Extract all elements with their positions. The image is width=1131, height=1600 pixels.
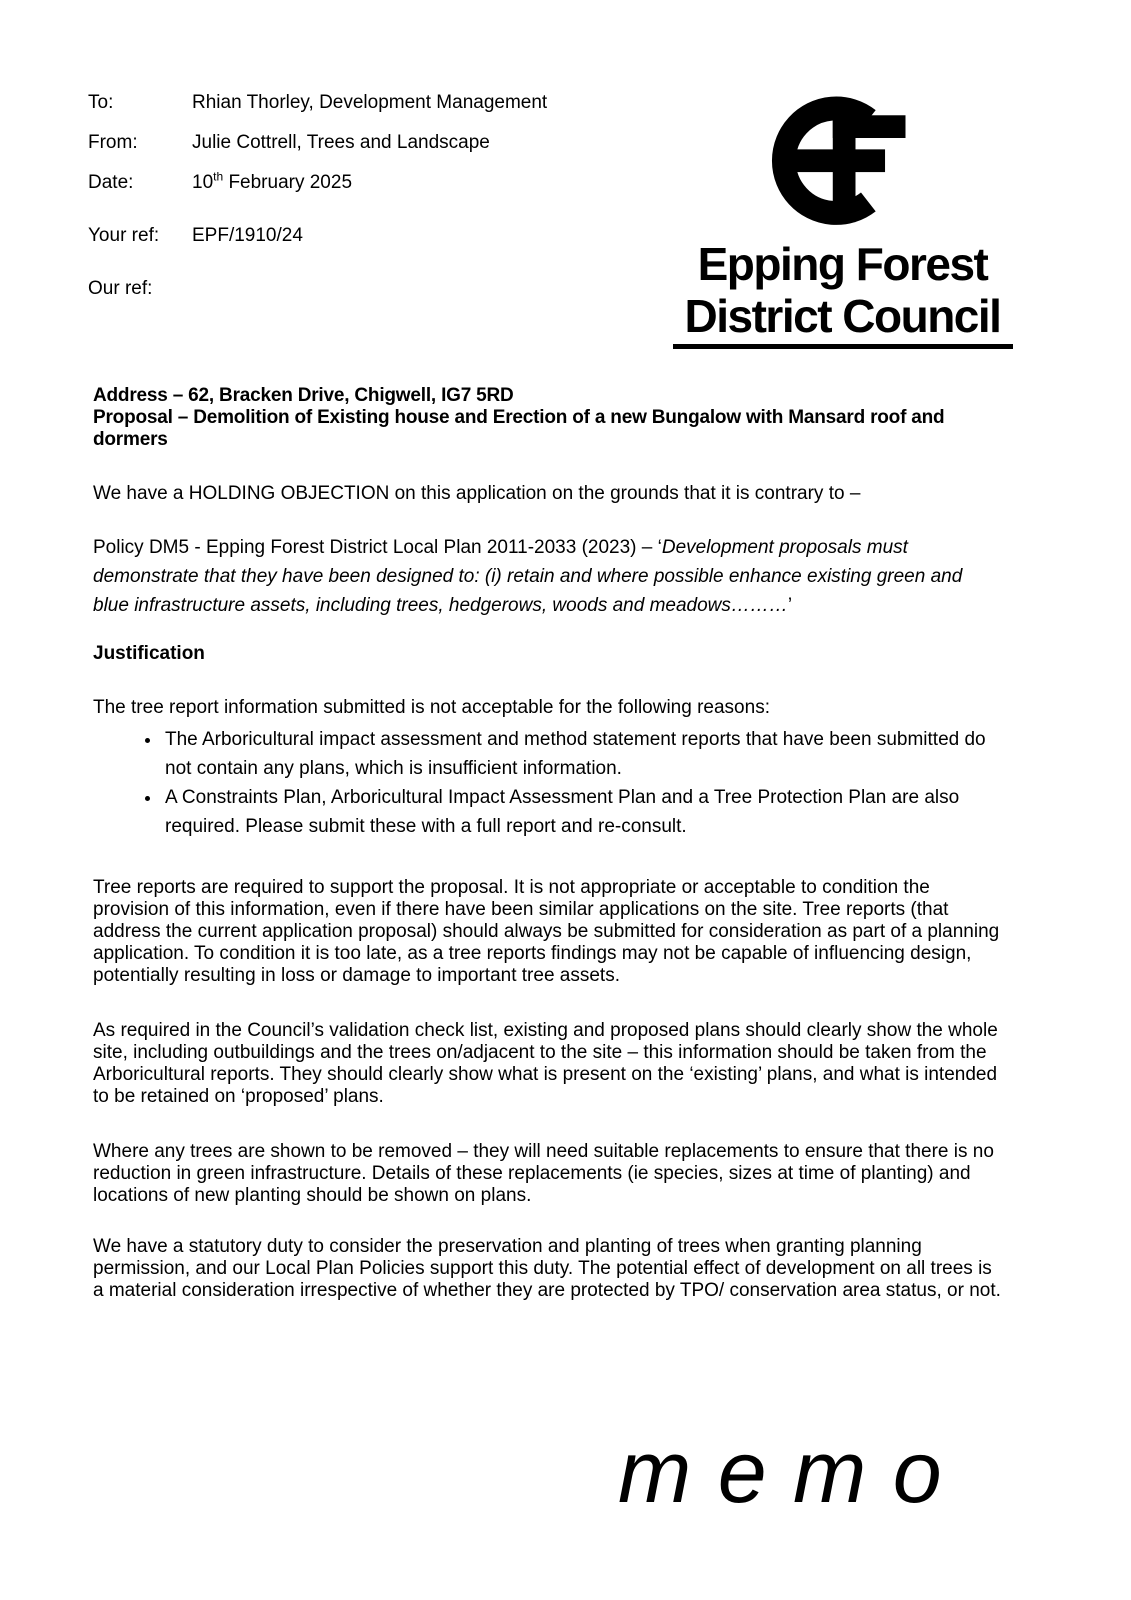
date-rest: February 2025 xyxy=(228,172,353,193)
your-ref-value: EPF/1910/24 xyxy=(192,225,303,246)
field-row-from xyxy=(88,132,547,154)
subject-block xyxy=(93,385,1003,451)
council-logo xyxy=(650,88,1035,349)
date-day: 10 xyxy=(192,172,214,193)
justification-heading: Justification xyxy=(93,643,205,664)
field-row-our-ref xyxy=(88,278,547,300)
paragraph-tree-reports: Tree reports are required to support the proposal. It is not appropriate or acceptable to condition the provision of this information, even if there have been similar applications on the site. Tree reports (that address the current application proposal) should always be submitted for consideration as part of a planning application. To condition it is too late, as a tree reports findings may not be capable of influencing design, potentially resulting in loss or damage to important tree assets. xyxy=(93,877,1000,986)
council-name-line2: District Council xyxy=(684,290,1001,342)
date-label: Date: xyxy=(88,172,134,193)
policy-suffix: ’ xyxy=(787,595,793,616)
subject-address: Address – 62, Bracken Drive, Chigwell, IG7 5RD xyxy=(93,385,514,406)
memo-header-fields xyxy=(88,92,547,300)
memo-body xyxy=(93,385,1003,1302)
from-label: From: xyxy=(88,132,138,153)
paragraph-statutory-duty: We have a statutory duty to consider the preservation and planting of trees when granting planning permission, and our Local Plan Policies support this duty. The potential effect of development on all trees is a material consideration irrespective of whether they are protected by TPO/ conservation area status, or not. xyxy=(93,1236,1001,1301)
field-row-date xyxy=(88,169,547,194)
field-row-your-ref xyxy=(88,225,547,247)
date-ordinal: th xyxy=(213,169,224,184)
our-ref-label: Our ref: xyxy=(88,278,153,299)
from-value: Julie Cottrell, Trees and Landscape xyxy=(192,132,490,153)
reason-item-1: • The Arboricultural impact assessment and method statement reports that have been submitted do not contain any plans, which is insufficient information. xyxy=(162,725,1003,783)
policy-paragraph xyxy=(93,533,1003,620)
reasons-intro: The tree report information submitted is not acceptable for the following reasons: xyxy=(93,697,770,718)
paragraph-replacements: Where any trees are shown to be removed – they will need suitable replacements to ensure that there is no reduction in green infrastructure. Details of these replacements (ie species, sizes at time of planting) and locations of new planting should be shown on plans. xyxy=(93,1141,994,1206)
field-row-to xyxy=(88,92,547,114)
reason-item-2: • A Constraints Plan, Arboricultural Impact Assessment Plan and a Tree Protection Plan are also required. Please submit these with a full report and re-consult. xyxy=(162,783,1003,841)
your-ref-label: Your ref: xyxy=(88,225,160,246)
objection-statement: We have a HOLDING OBJECTION on this application on the grounds that it is contrary to – xyxy=(93,483,861,504)
paragraph-validation-checklist: As required in the Council’s validation check list, existing and proposed plans should clearly show the whole site, including outbuildings and the trees on/adjacent to the site – this information should be taken from the Arboricultural reports. They should clearly show what is present on the ‘existing’ plans, and what is intended to be retained on ‘proposed’ plans. xyxy=(93,1020,998,1107)
reasons-list xyxy=(93,725,1003,841)
policy-quote: Development proposals must demonstrate that they have been designed to: (i) retain and where possible enhance existing green and blue infrastructure assets, including trees, hedgerows, woods and meadows……… xyxy=(93,537,963,616)
council-name-line1: Epping Forest xyxy=(697,238,988,290)
policy-prefix: Policy DM5 - Epping Forest District Local Plan 2011-2033 (2023) – ‘ xyxy=(93,537,662,558)
to-label: To: xyxy=(88,92,114,113)
date-value xyxy=(192,169,353,194)
ef-monogram-icon xyxy=(768,88,918,238)
logo-underline xyxy=(673,344,1013,349)
subject-proposal: Proposal – Demolition of Existing house and Erection of a new Bungalow with Mansard roof and dormers xyxy=(93,407,945,450)
to-value: Rhian Thorley, Development Management xyxy=(192,92,548,113)
memo-watermark: memo xyxy=(618,1422,969,1521)
